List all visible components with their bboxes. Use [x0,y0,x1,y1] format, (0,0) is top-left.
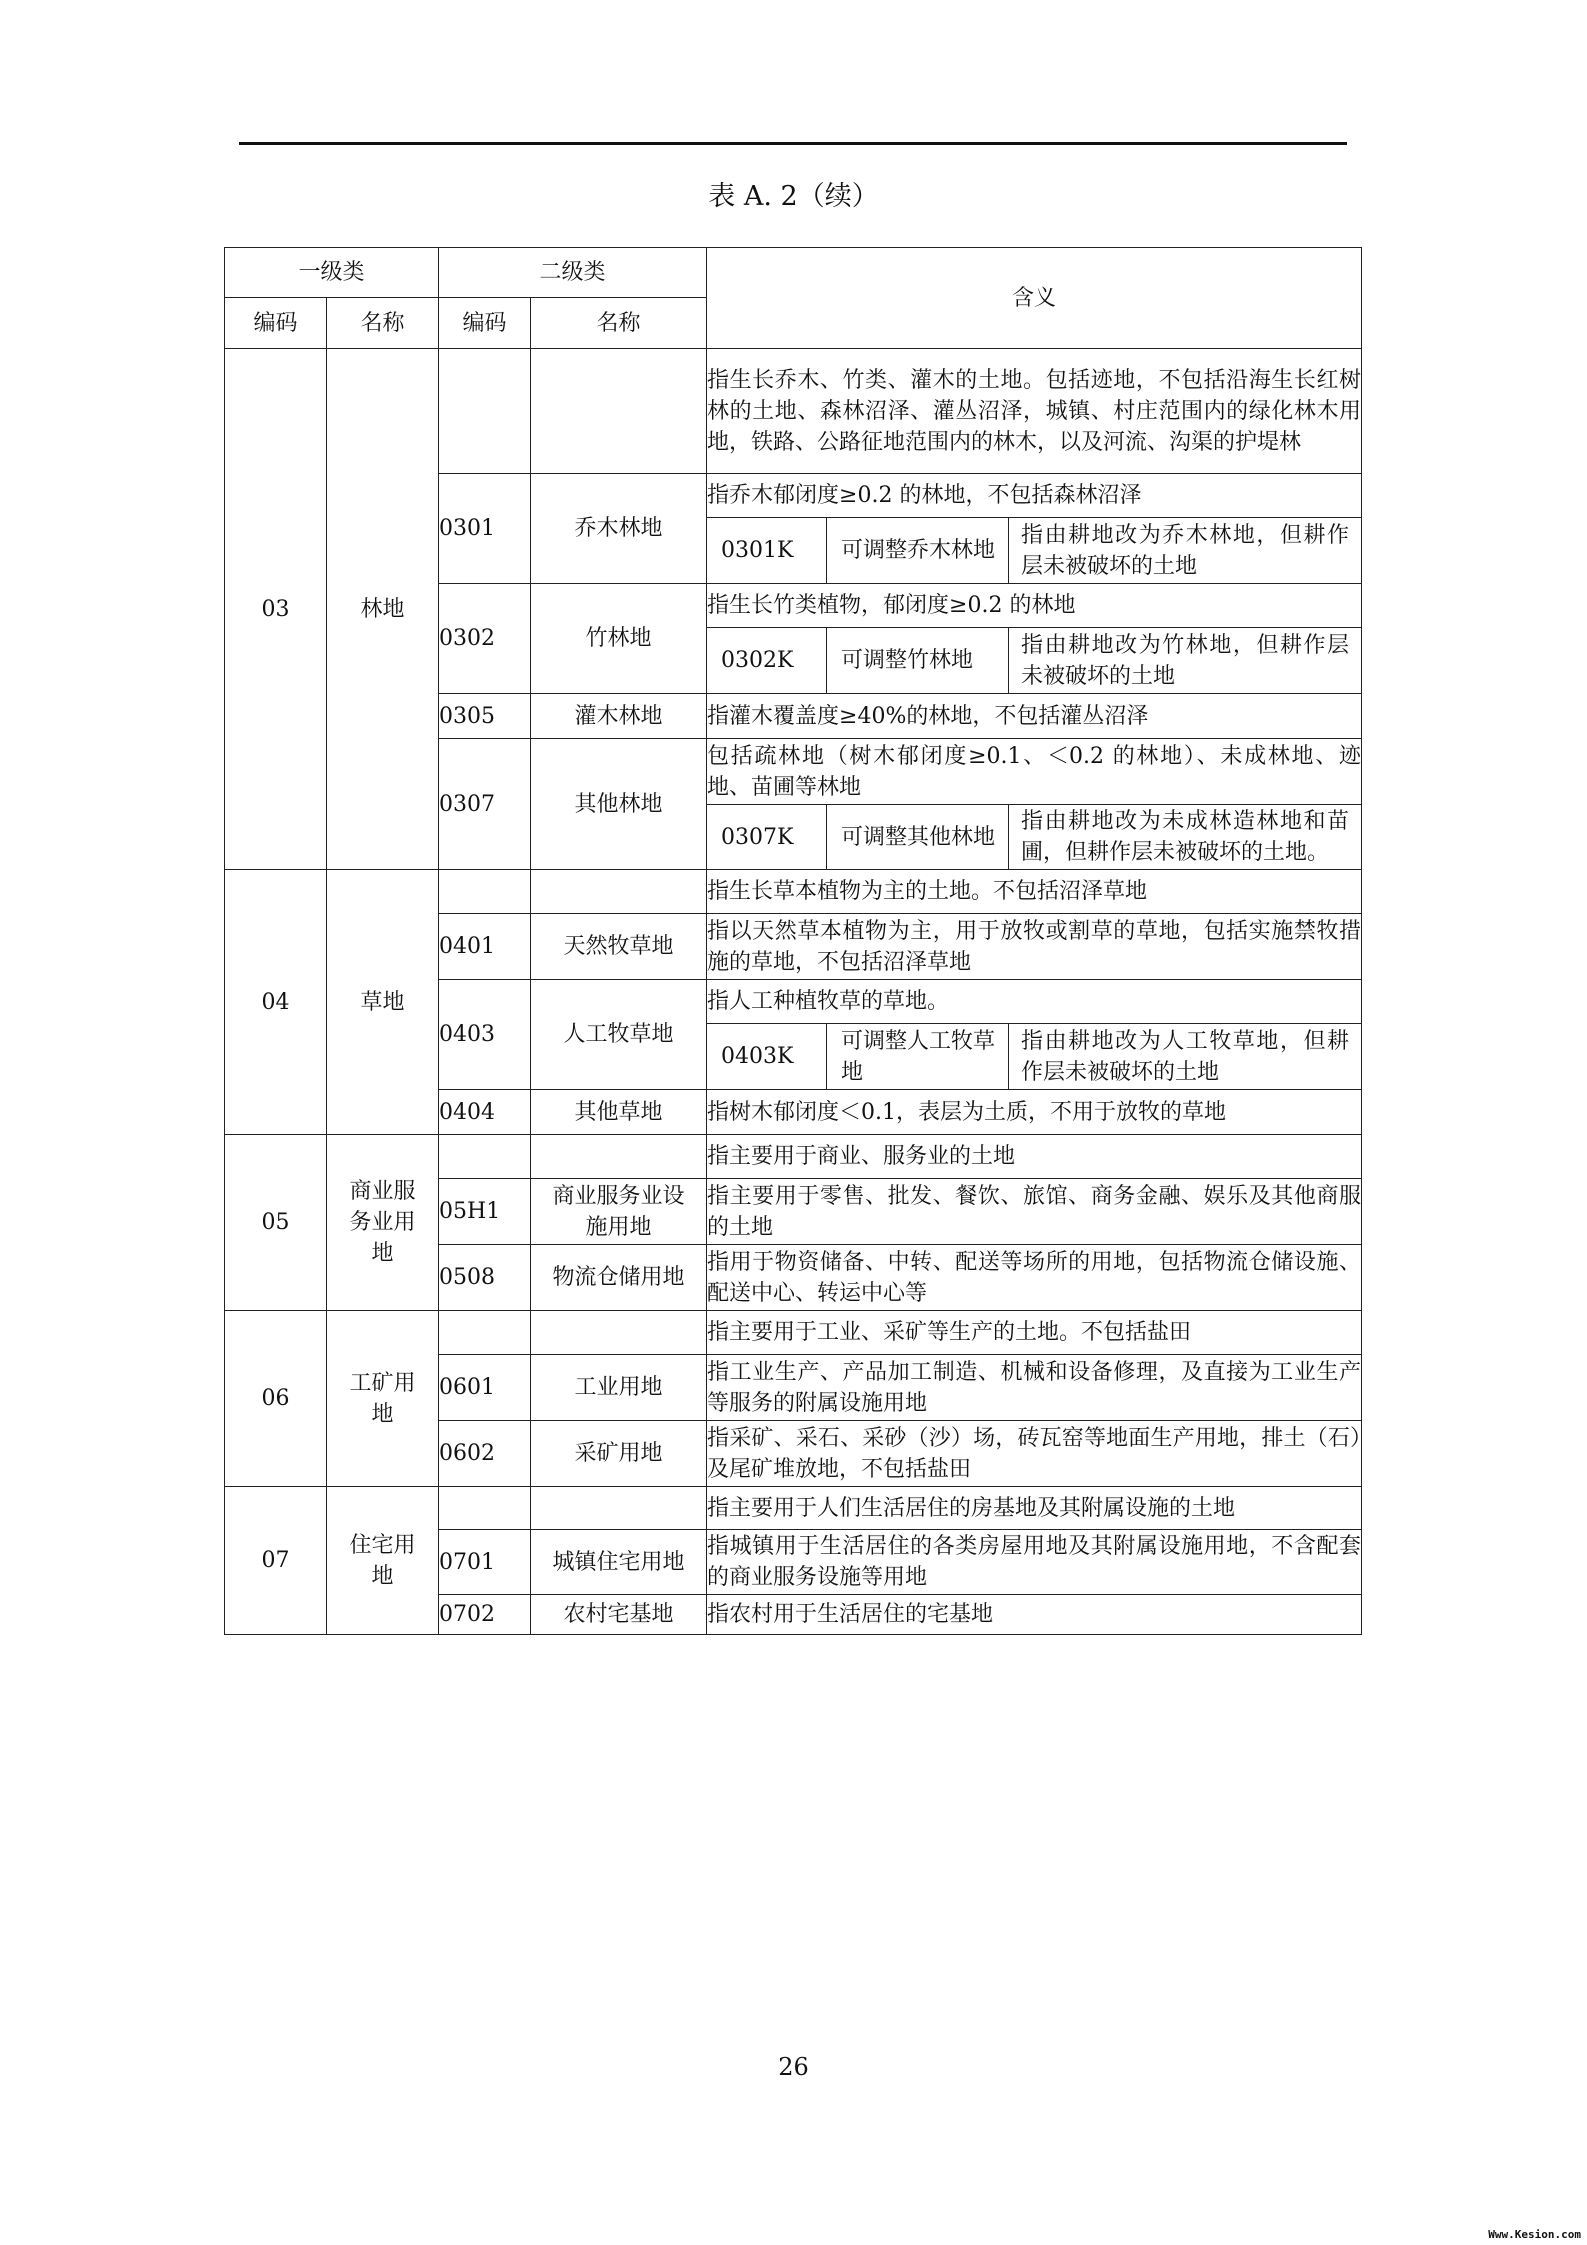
level2-description: 指乔木郁闭度≥0.2 的林地，不包括森林沼泽 [707,474,1362,518]
adjustable-subclass [707,805,1362,870]
level2-description: 指以天然草本植物为主，用于放牧或割草的草地，包括实施禁牧措施的草地，不包括沼泽草地 [707,914,1362,980]
empty-cell [531,1311,707,1355]
level1-code: 03 [225,349,327,870]
header-level2-name: 名称 [531,298,707,349]
level2-name: 竹林地 [531,584,707,694]
level1-code: 07 [225,1487,327,1635]
level2-description: 指灌木覆盖度≥40%的林地，不包括灌丛沼泽 [707,694,1362,739]
level2-code: 0702 [439,1595,531,1635]
table-row [225,870,1362,914]
level1-name: 林地 [327,349,439,870]
subclass-code: 0403K [707,1024,827,1089]
subclass-description: 指由耕地改为未成林造林地和苗圃，但耕作层未被破坏的土地。 [1021,809,1350,865]
empty-cell [531,1135,707,1179]
subclass-code: 0301K [707,518,827,583]
level2-code: 0307 [439,739,531,870]
level2-description: 指人工种植牧草的草地。 [707,980,1362,1024]
level2-description: 指采矿、采石、采砂（沙）场，砖瓦窑等地面生产用地，排土（石）及尾矿堆放地，不包括盐田 [707,1421,1362,1487]
land-use-classification-table [224,247,1362,1635]
empty-cell [531,870,707,914]
level2-code: 0701 [439,1530,531,1595]
level2-name: 其他草地 [531,1090,707,1135]
empty-cell [439,349,531,474]
level2-name: 农村宅基地 [531,1595,707,1635]
subclass-description: 指由耕地改为乔木林地，但耕作层未被破坏的土地 [1021,522,1350,579]
level2-code: 0305 [439,694,531,739]
subclass-name: 可调整其他林地 [827,805,1009,869]
empty-cell [439,870,531,914]
adjustable-subclass [707,518,1362,584]
level1-code: 05 [225,1135,327,1311]
subclass-description: 指由耕地改为人工牧草地，但耕作层未被破坏的土地 [1021,1028,1350,1085]
level2-description: 包括疏林地（树木郁闭度≥0.1、＜0.2 的林地）、未成林地、迹地、苗圃等林地 [707,739,1362,805]
level1-code: 04 [225,870,327,1135]
level2-description: 指生长竹类植物，郁闭度≥0.2 的林地 [707,584,1362,628]
level2-description: 指工业生产、产品加工制造、机械和设备修理，及直接为工业生产等服务的附属设施用地 [707,1355,1362,1421]
table-title: 表 A. 2（续） [708,181,879,212]
header-level2: 二级类 [439,248,707,298]
header-rule [239,142,1347,145]
page-number: 26 [778,2053,809,2081]
level2-code: 05H1 [439,1179,531,1245]
level2-code: 0403 [439,980,531,1090]
level2-code: 0602 [439,1421,531,1487]
level2-code: 0301 [439,474,531,584]
empty-cell [531,1487,707,1530]
level2-description: 指主要用于零售、批发、餐饮、旅馆、商务金融、娱乐及其他商服的土地 [707,1179,1362,1245]
subclass-name: 可调整人工牧草地 [827,1024,1009,1089]
level1-description: 指主要用于商业、服务业的土地 [707,1135,1362,1179]
level2-name: 人工牧草地 [531,980,707,1090]
level2-name: 物流仓储用地 [531,1245,707,1311]
empty-cell [439,1487,531,1530]
level2-code: 0601 [439,1355,531,1421]
level2-description: 指树木郁闭度＜0.1，表层为土质，不用于放牧的草地 [707,1090,1362,1135]
subclass-description: 指由耕地改为竹林地，但耕作层未被破坏的土地 [1021,632,1350,689]
level1-code: 06 [225,1311,327,1487]
level1-description: 指生长乔木、竹类、灌木的土地。包括迹地，不包括沿海生长红树林的土地、森林沼泽、灌丛沼泽，城镇、村庄范围内的绿化林木用地，铁路、公路征地范围内的林木，以及河流、沟渠的护堤林 [707,349,1362,474]
level1-name: 工矿用地 [327,1311,439,1487]
level2-code: 0401 [439,914,531,980]
level2-name: 天然牧草地 [531,914,707,980]
table-row [225,1311,1362,1355]
level2-name: 采矿用地 [531,1421,707,1487]
level2-name: 城镇住宅用地 [531,1530,707,1595]
level1-description: 指主要用于人们生活居住的房基地及其附属设施的土地 [707,1487,1362,1530]
level1-description: 指生长草本植物为主的土地。不包括沼泽草地 [707,870,1362,914]
level1-name: 住宅用地 [327,1487,439,1635]
header-level2-code: 编码 [439,298,531,349]
level2-name: 工业用地 [531,1355,707,1421]
header-meaning: 含义 [707,248,1362,349]
level1-name: 草地 [327,870,439,1135]
table-row [225,1135,1362,1179]
level2-code: 0508 [439,1245,531,1311]
subclass-name: 可调整乔木林地 [827,518,1009,583]
empty-cell [439,1135,531,1179]
adjustable-subclass [707,1024,1362,1090]
header-level1-code: 编码 [225,298,327,349]
header-level1: 一级类 [225,248,439,298]
level2-description: 指城镇用于生活居住的各类房屋用地及其附属设施用地，不含配套的商业服务设施等用地 [707,1530,1362,1595]
level2-name: 其他林地 [531,739,707,870]
header-row-1 [225,248,1362,298]
level2-name: 乔木林地 [531,474,707,584]
level2-code: 0302 [439,584,531,694]
empty-cell [439,1311,531,1355]
level1-description: 指主要用于工业、采矿等生产的土地。不包括盐田 [707,1311,1362,1355]
subclass-code: 0302K [707,628,827,693]
level2-description: 指农村用于生活居住的宅基地 [707,1595,1362,1635]
table-row [225,349,1362,474]
subclass-code: 0307K [707,805,827,869]
table-row [225,1487,1362,1530]
subclass-name: 可调整竹林地 [827,628,1009,693]
level2-code: 0404 [439,1090,531,1135]
level2-name: 商业服务业设施用地 [531,1179,707,1245]
level2-description: 指用于物资储备、中转、配送等场所的用地，包括物流仓储设施、配送中心、转运中心等 [707,1245,1362,1311]
adjustable-subclass [707,628,1362,694]
level2-name: 灌木林地 [531,694,707,739]
level1-name: 商业服务业用地 [327,1135,439,1311]
header-level1-name: 名称 [327,298,439,349]
empty-cell [531,349,707,474]
watermark: Www.Kesion.com [1488,2228,1581,2241]
